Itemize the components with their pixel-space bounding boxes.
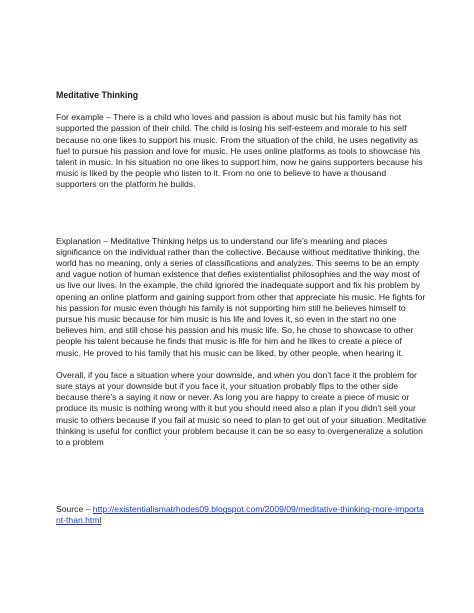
source-line: [56, 504, 428, 526]
example-paragraph: For example – There is a child who loves and passion is about music but his family has not supported the passion of their child. The child is losing his self-esteem and morale to his self because no one likes to support his music. From the situation of the child, he uses negativity as fuel to pursue his passion and love for music. He uses online platforms as tools to showcase his talent in music. In his situation no one likes to support him, now he gains supporters because his music is liked by the people who listen to it. From no one to believe to have a thousand supporters on the platform he builds.: [56, 112, 423, 190]
document-body: [56, 90, 428, 527]
spacer: [56, 448, 428, 504]
spacer: [56, 359, 428, 370]
explanation-paragraph: Explanation – Meditative Thinking helps us to understand our life’s meaning and places significance on the individual rather than the collective. Because without meditative thinking, the world has no meaning, only a series of classifications and analyzes. This seems to be an empty and vague notion of human existence that defies existentialist philosophies and the way most of us live our lives. In the example, the child ignored the inadequate support and fix his problem by opening an online platform and gaining support from other that appreciate his music. He fights for his passion for music even though his family is not supporting him still he believes himself to pursue his music because for him music is his life and loves it, so even in the start no one believes him, and still chose his passion and his music life. So, he chose to showcase to other people his talent because he finds that music is life for him and he likes to create a piece of music. He proved to his family that his music can be liked, by other people, when hearing it.: [56, 235, 426, 358]
overall-paragraph: Overall, if you face a situation where your downside, and when you don't face it the problem for sure stays at your downside but if you face it, your situation probably flips to the other side because there's a saying it now or never. As long you are happy to create a piece of music or produce its music is nothing wrong with it but you should need also a plan if you didn't sell your music to others because if you fail at music so need to plan to get out of your situation. Meditative thinking is useful for conflict your problem because it can be so easy to overgeneralize a solution to a problem: [56, 369, 427, 448]
spacer: [56, 191, 428, 236]
document-heading: Meditative Thinking: [56, 90, 139, 100]
source-link[interactable]: http://existentialismatrhodes09.blogspot.com/2009/09/meditative-thinking-more-important-than.html: [56, 504, 424, 526]
source-prefix: Source –: [56, 504, 93, 515]
